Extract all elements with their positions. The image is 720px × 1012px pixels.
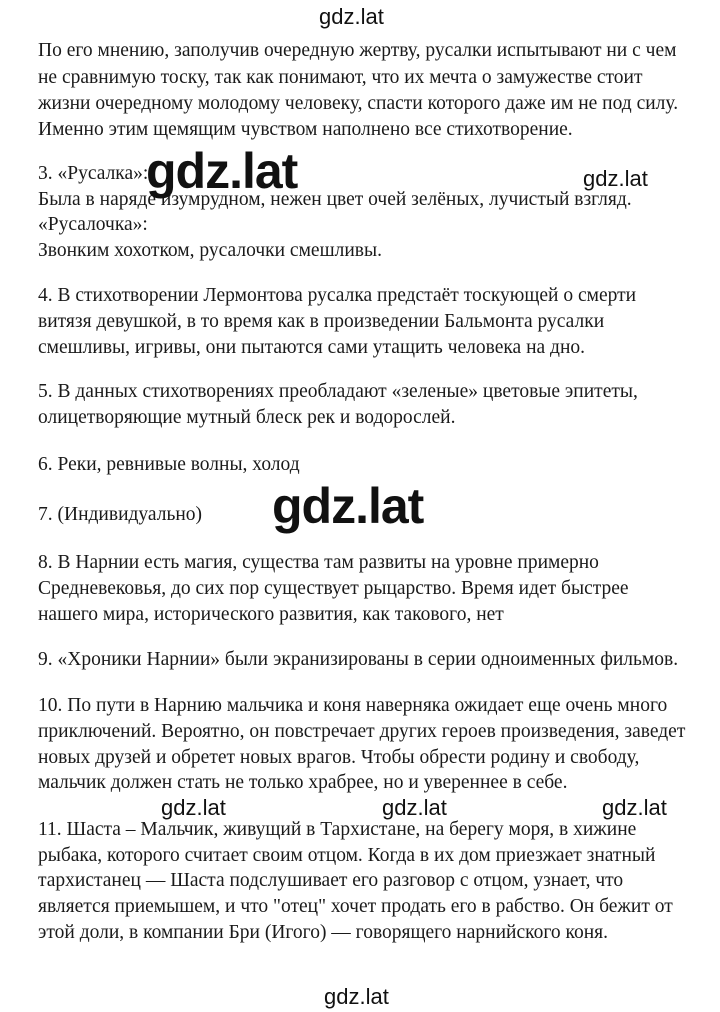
text-line: тархистанец — Шаста подслушивает его разговор с отцом, узнает, что [38, 870, 624, 891]
text-line: Именно этим щемящим чувством наполнено все стихотворение. [38, 119, 573, 140]
text-line: 3. «Русалка»: [38, 163, 149, 184]
text-line: 10. По пути в Нарнию мальчика и коня наверняка ожидает еще очень много [38, 695, 668, 716]
text-line: смешливы, игривы, они пытаются сами утащить человека на дно. [38, 337, 586, 358]
watermark: gdz.lat [146, 143, 298, 199]
text-line: мальчик должен стать не только храбрее, но и увереннее в себе. [38, 772, 568, 793]
text-line: олицетворяющие мутный блеск рек и водорослей. [38, 407, 456, 428]
watermark: gdz.lat [319, 4, 384, 29]
text-line: не сравнимую тоску, так как понимают, что их мечта о замужестве стоит [38, 67, 643, 88]
text-line: 11. Шаста – Мальчик, живущий в Тархистане, на берегу моря, в хижине [38, 819, 637, 840]
text-line: нашего мира, исторического развития, как такового, нет [38, 604, 504, 625]
text-line: рыбака, которого считает своим отцом. Когда в их дом приезжает знатный [38, 845, 656, 866]
text-line: «Русалочка»: [38, 214, 148, 235]
text-line: 7. (Индивидуально) [38, 504, 203, 525]
watermark: gdz.lat [382, 795, 447, 820]
watermark: gdz.lat [272, 478, 424, 534]
text-line: жизни очередному молодому человеку, спасти которого даже им не под силу. [38, 93, 679, 114]
text-line: 6. Реки, ревнивые волны, холод [38, 454, 300, 475]
watermark: gdz.lat [324, 984, 389, 1009]
text-line: Средневековья, до сих пор существует рыцарство. Время идет быстрее [38, 578, 629, 599]
watermark: gdz.lat [161, 795, 226, 820]
text-line: витязя девушкой, в то время как в произведении Бальмонта русалки [38, 311, 605, 332]
text-line: 4. В стихотворении Лермонтова русалка предстаёт тоскующей о смерти [38, 285, 637, 306]
text-line: Звонким хохотком, русалочки смешливы. [38, 240, 382, 261]
text-line: Была в наряде изумрудном, нежен цвет очей зелёных, лучистый взгляд. [38, 189, 632, 210]
text-line: этой доли, в компании Бри (Игого) — говорящего нарнийского коня. [38, 922, 608, 943]
watermark: gdz.lat [583, 166, 648, 191]
text-line: 9. «Хроники Нарнии» были экранизированы в серии одноименных фильмов. [38, 649, 679, 670]
watermark: gdz.lat [602, 795, 667, 820]
text-line: По его мнению, заполучив очередную жертву, русалки испытывают ни с чем [38, 40, 677, 61]
text-line: является приемышем, и что "отец" хочет продать его в рабство. Он бежит от [38, 896, 673, 917]
text-line: новых друзей и обретет новых врагов. Чтобы обрести родину и свободу, [38, 747, 640, 768]
text-line: приключений. Вероятно, он повстречает других героев произведения, заведет [38, 721, 686, 742]
text-line: 5. В данных стихотворениях преобладают «зеленые» цветовые эпитеты, [38, 381, 638, 402]
text-line: 8. В Нарнии есть магия, существа там развиты на уровне примерно [38, 552, 599, 573]
